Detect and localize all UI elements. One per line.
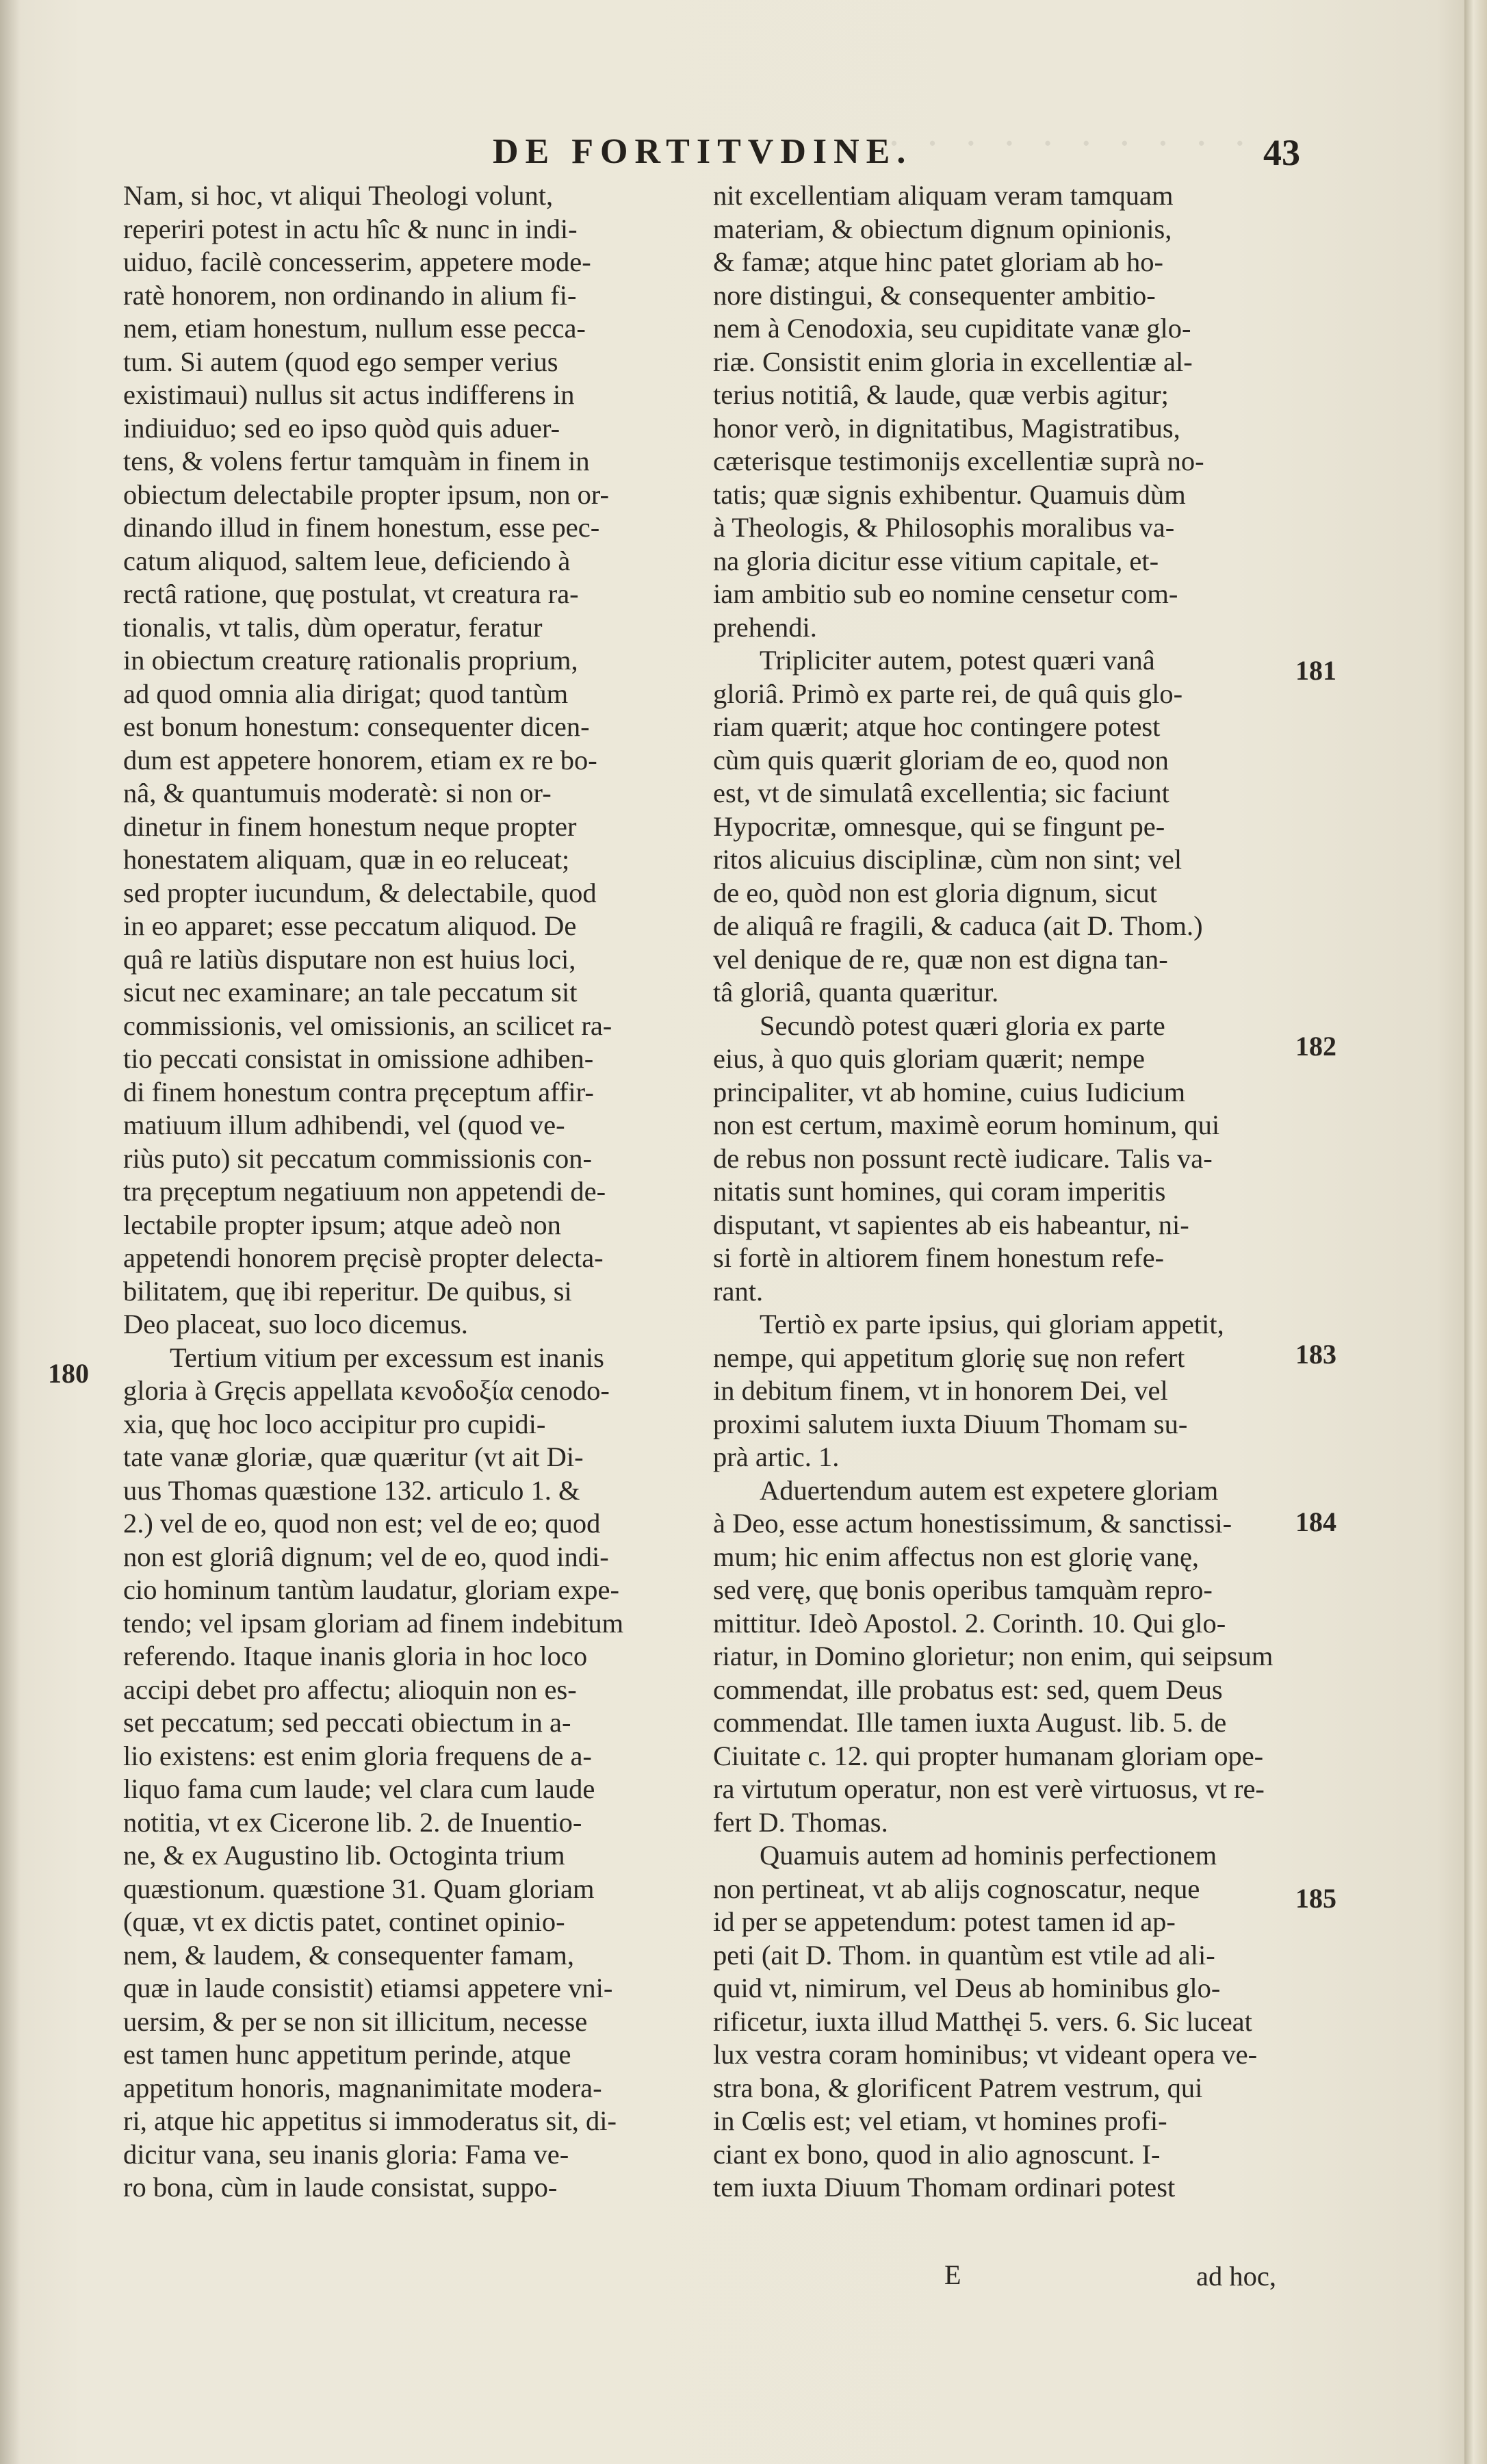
margin-number-182: 182 (1295, 1031, 1336, 1062)
text-line: nem à Cenodoxia, seu cupiditate vanæ glo- (713, 313, 1191, 344)
text-line: tendo; vel ipsam gloriam ad finem indebitum (123, 1607, 624, 1639)
text-line: Ciuitate c. 12. qui propter humanam gloriam ope- (713, 1740, 1264, 1771)
text-line: non pertineat, vt ab alijs cognoscatur, neque (713, 1873, 1200, 1904)
text-line: & famæ; atque hinc patet gloriam ab ho- (713, 246, 1163, 277)
text-line: tionalis, vt talis, dùm operatur, feratur (123, 611, 543, 643)
text-line: rificetur, iuxta illud Matthęi 5. vers. 6. Sic luceat (713, 2005, 1252, 2037)
text-line: sicut nec examinare; an tale peccatum sit (123, 977, 578, 1008)
text-line: nempe, qui appetitum glorię suę non refert (713, 1342, 1185, 1373)
text-line: mum; hic enim affectus non est glorię vanę, (713, 1541, 1200, 1572)
text-line: terius notitiâ, & laude, quæ verbis agitur; (713, 379, 1169, 410)
text-line: rectâ ratione, quę postulat, vt creatura ra- (123, 578, 579, 609)
text-line: existimaui) nullus sit actus indifferens in (123, 379, 575, 410)
text-line: accipi debet pro affectu; alioquin non es- (123, 1673, 577, 1705)
margin-number-185: 185 (1295, 1883, 1336, 1914)
text-line: (quæ, vt ex dictis patet, continet opinio- (123, 1906, 565, 1937)
text-line: matiuum illum adhibendi, vel (quod ve- (123, 1109, 565, 1140)
text-line: lectabile propter ipsum; atque adeò non (123, 1209, 561, 1240)
text-line: est, vt de simulatâ excellentia; sic faciunt (713, 778, 1169, 808)
text-line: xia, quę hoc loco accipitur pro cupidi- (123, 1408, 546, 1439)
text-line: nitatis sunt homines, qui coram imperitis (713, 1176, 1166, 1207)
text-line: reperiri potest in actu hîc & nunc in indi- (123, 213, 578, 244)
text-line: Tertiò ex parte ipsius, qui gloriam appetit, (760, 1309, 1224, 1339)
text-line: de aliquâ re fragili, & caduca (ait D. Thom.) (713, 910, 1203, 941)
text-line: indiuiduo; sed eo ipso quòd quis aduer- (123, 412, 560, 444)
text-line: Tertium vitium per excessum est inanis (170, 1342, 604, 1373)
text-line: uiduo, facilè concesserim, appetere mode- (123, 246, 591, 277)
text-line: liquo fama cum laude; vel clara cum laude (123, 1773, 595, 1804)
running-title: DE FORTITVDINE. (493, 132, 913, 171)
signature-mark: E (944, 2259, 961, 2290)
text-line: proximi salutem iuxta Diuum Thomam su- (713, 1408, 1188, 1439)
text-line: ratè honorem, non ordinando in alium fi- (123, 279, 577, 311)
text-line: dinando illud in finem honestum, esse pec- (123, 512, 600, 543)
text-line: ciant ex bono, quod in alio agnoscunt. I- (713, 2138, 1161, 2170)
catchword: ad hoc, (1196, 2261, 1276, 2292)
text-line: riùs puto) sit peccatum commissionis con- (123, 1142, 593, 1174)
text-line: à Theologis, & Philosophis moralibus va- (713, 512, 1175, 543)
text-line: tate vanæ gloriæ, quæ quæritur (vt ait Di- (123, 1441, 584, 1472)
text-line: di finem honestum contra pręceptum affir- (123, 1076, 594, 1107)
text-line: cùm quis quærit gloriam de eo, quod non (713, 744, 1169, 775)
text-line: Aduertendum autem est expetere gloriam (760, 1474, 1219, 1506)
text-line: commendat. Ille tamen iuxta August. lib. 5. de (713, 1707, 1227, 1738)
text-line: tens, & volens fertur tamquàm in finem in (123, 446, 590, 476)
text-line: à Deo, esse actum honestissimum, & sanctissi- (713, 1508, 1232, 1539)
text-line: de rebus non possunt rectè iudicare. Talis va- (713, 1142, 1213, 1174)
text-line: Quamuis autem ad hominis perfectionem (760, 1840, 1217, 1871)
text-line: id per se appetendum: potest tamen id ap- (713, 1906, 1176, 1937)
text-line: prehendi. (713, 611, 817, 643)
right-text-column (713, 179, 1295, 2301)
text-line: ra virtutum operatur, non est verè virtuosus, vt re- (713, 1773, 1265, 1804)
text-line: appetendi honorem pręcisè propter delecta- (123, 1242, 604, 1273)
text-line: quæstionum. quæstione 31. Quam gloriam (123, 1873, 595, 1904)
text-line: materiam, & obiectum dignum opinionis, (713, 213, 1172, 244)
text-line: tum. Si autem (quod ego semper verius (123, 346, 558, 377)
text-line: disputant, vt sapientes ab eis habeantur, ni- (713, 1209, 1189, 1240)
text-line: gloriâ. Primò ex parte rei, de quâ quis glo- (713, 678, 1183, 709)
text-line: lux vestra coram hominibus; vt videant opera ve- (713, 2039, 1258, 2070)
text-line: tem iuxta Diuum Thomam ordinari potest (713, 2172, 1176, 2203)
text-line: notitia, vt ex Cicerone lib. 2. de Inuentio- (123, 1806, 582, 1838)
text-line: nit excellentiam aliquam veram tamquam (713, 180, 1174, 211)
text-line: in eo apparet; esse peccatum aliquod. De (123, 910, 577, 941)
text-line: ri, atque hic appetitus si immoderatus sit, di- (123, 2105, 617, 2136)
text-line: principaliter, vt ab homine, cuius Iudicium (713, 1076, 1186, 1107)
text-line: tâ gloriâ, quanta quæritur. (713, 977, 999, 1008)
text-line: catum aliquod, saltem leue, deficiendo à (123, 545, 571, 576)
text-line: bilitatem, quę ibi reperitur. De quibus, si (123, 1275, 572, 1307)
text-line: nâ, & quantumuis moderatè: si non or- (123, 778, 552, 808)
text-line: commissionis, vel omissionis, an scilicet ra- (123, 1010, 612, 1041)
text-line: in obiectum creaturę rationalis proprium, (123, 645, 578, 676)
text-line: nore distingui, & consequenter ambitio- (713, 279, 1156, 311)
margin-number-180: 180 (48, 1358, 89, 1389)
text-line: mittitur. Ideò Apostol. 2. Corinth. 10. Qui glo- (713, 1607, 1226, 1639)
text-line: Hypocritæ, omnesque, qui se fingunt pe- (713, 810, 1165, 842)
text-line: vel denique de re, quæ non est digna tan- (713, 943, 1168, 975)
text-line: tra pręceptum negatiuum non appetendi de- (123, 1176, 606, 1207)
text-line: tatis; quæ signis exhibentur. Quamuis dùm (713, 478, 1186, 510)
text-line: riam quærit; atque hoc contingere potest (713, 711, 1161, 742)
bleed-through-text: · · · · · · · · · · · (849, 120, 1254, 167)
text-line: obiectum delectabile propter ipsum, non or- (123, 478, 609, 510)
text-line: in debitum finem, vt in honorem Dei, vel (713, 1375, 1168, 1406)
text-line: prà artic. 1. (713, 1441, 840, 1472)
text-line: iam ambitio sub eo nomine censetur com- (713, 578, 1178, 609)
text-line: uersim, & per se non sit illicitum, necesse (123, 2005, 588, 2037)
text-line: ro bona, cùm in laude consistat, suppo- (123, 2172, 558, 2203)
text-line: referendo. Itaque inanis gloria in hoc loco (123, 1641, 588, 1671)
text-line: est bonum honestum: consequenter dicen- (123, 711, 590, 742)
text-line: in Cœlis est; vel etiam, vt homines profi- (713, 2105, 1167, 2136)
text-line: peti (ait D. Thom. in quantùm est vtile ad ali- (713, 1939, 1215, 1971)
text-line: sed propter iucundum, & delectabile, quod (123, 877, 597, 908)
text-line: dicitur vana, seu inanis gloria: Fama ve- (123, 2138, 569, 2170)
text-line: riæ. Consistit enim gloria in excellentiæ al- (713, 346, 1193, 377)
page-edge (1464, 0, 1487, 2464)
text-line: ad quod omnia alia dirigat; quod tantùm (123, 678, 569, 709)
text-line: Tripliciter autem, potest quæri vanâ (760, 645, 1155, 676)
text-line: nem, etiam honestum, nullum esse pecca- (123, 313, 586, 344)
text-line: quâ re latiùs disputare non est huius loci, (123, 943, 576, 975)
margin-number-181: 181 (1295, 655, 1336, 686)
text-line: rant. (713, 1275, 764, 1307)
page-number: 43 (1263, 132, 1300, 173)
text-line: sed verę, quę bonis operibus tamquàm repro- (713, 1574, 1213, 1605)
text-line: 2.) vel de eo, quod non est; vel de eo; quod (123, 1508, 601, 1539)
left-text-column (123, 179, 688, 2301)
margin-number-184: 184 (1295, 1506, 1336, 1537)
text-line: uus Thomas quæstione 132. articulo 1. & (123, 1474, 580, 1506)
text-line: ritos alicuius disciplinæ, cùm non sint; vel (713, 844, 1182, 875)
text-line: appetitum honoris, magnanimitate modera- (123, 2072, 602, 2103)
text-line: tio peccati consistat in omissione adhiben- (123, 1043, 594, 1074)
text-line: fert D. Thomas. (713, 1806, 888, 1838)
text-line: nem, & laudem, & consequenter famam, (123, 1939, 575, 1971)
text-line: non est gloriâ dignum; vel de eo, quod indi- (123, 1541, 609, 1572)
text-line: set peccatum; sed peccati obiectum in a- (123, 1707, 571, 1738)
text-line: non est certum, maximè eorum hominum, qui (713, 1109, 1220, 1140)
text-line: ne, & ex Augustino lib. Octoginta trium (123, 1840, 565, 1871)
text-line: lio existens: est enim gloria frequens de a- (123, 1740, 592, 1771)
text-line: na gloria dicitur esse vitium capitale, et- (713, 545, 1159, 576)
text-line: commendat, ille probatus est: sed, quem Deus (713, 1673, 1223, 1705)
text-line: cio hominum tantùm laudatur, gloriam expe- (123, 1574, 619, 1605)
text-line: stra bona, & glorificent Patrem vestrum, qui (713, 2072, 1203, 2103)
text-line: de eo, quòd non est gloria dignum, sicut (713, 877, 1158, 908)
text-line: dinetur in finem honestum neque propter (123, 810, 577, 842)
text-line: Secundò potest quæri gloria ex parte (760, 1010, 1165, 1041)
text-line: cæterisque testimonijs excellentiæ suprà no- (713, 446, 1204, 476)
text-line: Nam, si hoc, vt aliqui Theologi volunt, (123, 180, 554, 211)
text-line: est tamen hunc appetitum perinde, atque (123, 2039, 571, 2070)
page-header (123, 131, 1300, 179)
text-line: honor verò, in dignitatibus, Magistratibus, (713, 412, 1180, 444)
text-line: si fortè in altiorem finem honestum refe- (713, 1242, 1165, 1273)
text-line: honestatem aliquam, quæ in eo reluceat; (123, 844, 570, 875)
margin-number-183: 183 (1295, 1339, 1336, 1370)
text-line: riatur, in Domino glorietur; non enim, qui seipsum (713, 1641, 1273, 1671)
text-line: dum est appetere honorem, etiam ex re bo- (123, 744, 597, 775)
text-line: gloria à Gręcis appellata κενοδοξία cenodo- (123, 1375, 610, 1406)
text-line: Deo placeat, suo loco dicemus. (123, 1309, 468, 1339)
text-line: quæ in laude consistit) etiamsi appetere vni- (123, 1973, 613, 2003)
text-line: quid vt, nimirum, vel Deus ab hominibus glo- (713, 1973, 1221, 2003)
text-line: eius, à quo quis gloriam quærit; nempe (713, 1043, 1146, 1074)
